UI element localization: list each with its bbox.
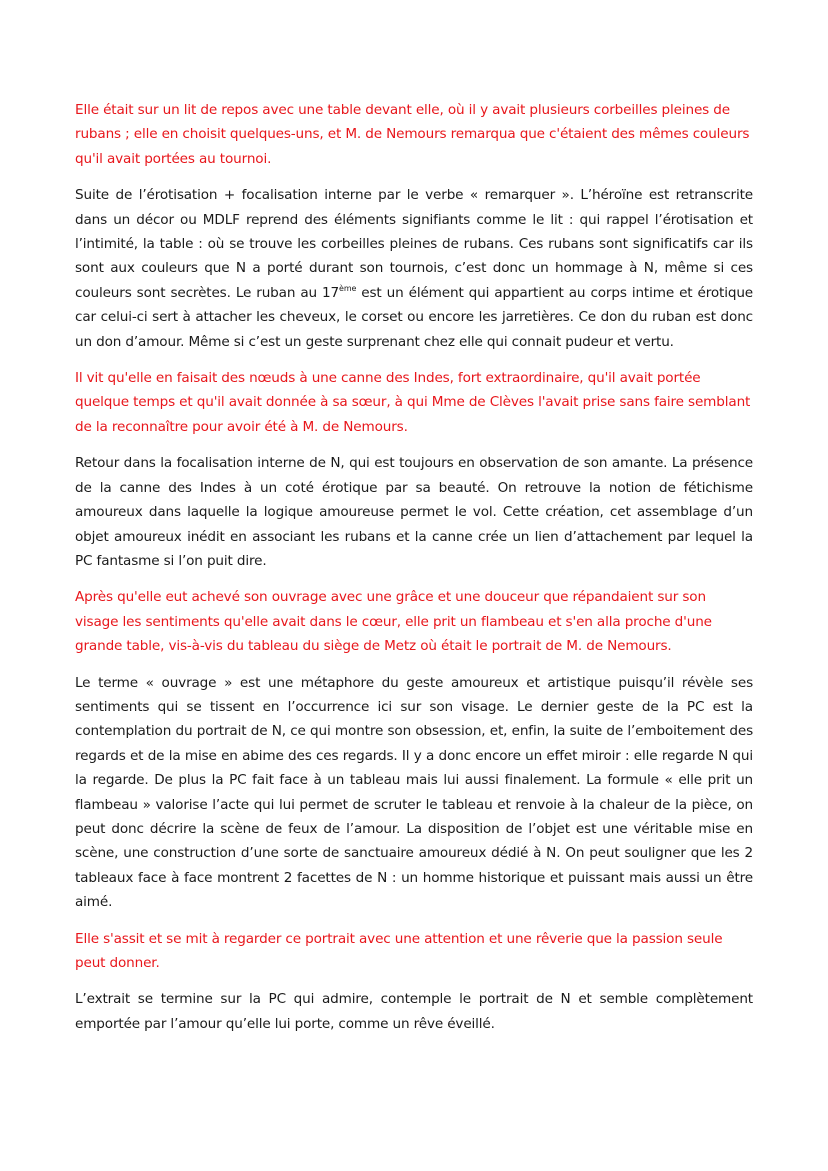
commentary-text-part: Suite de l’érotisation + focalisation interne par le verbe « remarquer ». L’héroïne est retranscrite dans un décor ou MDLF reprend des éléments signifiants comme le lit : qui rappel l’érotisation et l’intimité, la table : où se trouve les corbeilles pleines de rubans. Ces rubans sont significatifs car ils sont aux couleurs que N a porté durant son tournois, c’est donc un hommage à N, même si ces couleurs sont secrètes. Le ruban au 17: [75, 187, 753, 301]
commentary-paragraph-2: Retour dans la focalisation interne de N, qui est toujours en observation de son amante. La présence de la canne des Indes à un coté érotique par sa beauté. On retrouve la notion de fétichisme amoureux dans laquelle la logique amoureuse permet le vol. Cette création, cet assemblage d’un objet amoureux inédit en associant les rubans et la canne crée un lien d’attachement par lequel la PC fantasme si l’on puit dire.: [75, 455, 753, 569]
quote-paragraph-2: Il vit qu'elle en faisait des nœuds à une canne des Indes, fort extraordinaire, qu'il avait portée quelque temps et qu'il avait donnée à sa sœur, à qui Mme de Clèves l'avait prise sans faire semblant de la reconnaître pour avoir été à M. de Nemours.: [75, 370, 751, 435]
quote-paragraph-3: Après qu'elle eut achevé son ouvrage avec une grâce et une douceur que répandaient sur son visage les sentiments qu'elle avait dans le cœur, elle prit un flambeau et s'en alla proche d'une grande table, vis-à-vis du tableau du siège de Metz où était le portrait de M. de Nemours.: [75, 589, 712, 655]
quote-paragraph-1: Elle était sur un lit de repos avec une table devant elle, où il y avait plusieurs corbeilles pleines de rubans ; elle en choisit quelques-uns, et M. de Nemours remarqua que c'étaient des mêmes couleurs qu'il avait portées au tournoi.: [75, 102, 750, 167]
commentary-paragraph-3: Le terme « ouvrage » est une métaphore du geste amoureux et artistique puisqu’il révèle ses sentiments qui se tissent en l’occurrence ici sur son visage. Le dernier geste de la PC est la contemplation du portrait de N, ce qui montre son obsession, et, enfin, la suite de l’emboitement des regards et de la mise en abime des ces regards. Il y a donc encore un effet miroir : elle regarde N qui la regarde. De plus la PC fait face à un tableau mais lui aussi finalement. La formule « elle prit un flambeau » valorise l’acte qui lui permet de scruter le tableau et renvoie à la chaleur de la pièce, on peut donc décrire la scène de feux de l’amour. La disposition de l’objet est une véritable mise en scène, une construction d’une sorte de sanctuaire amoureux dédié à N. On peut souligner que les 2 tableaux face à face montrent 2 facettes de N : un homme historique et puissant mais aussi un être aimé.: [75, 674, 753, 911]
superscript-ordinal: ème: [339, 283, 357, 293]
document-page: [75, 98, 753, 1036]
commentary-paragraph-4: L’extrait se termine sur la PC qui admire, contemple le portrait de N et semble complètement emportée par l’amour qu’elle lui porte, comme un rêve éveillé.: [75, 991, 753, 1032]
commentary-paragraph-1: [75, 183, 753, 354]
commentary-text-part: est un élément qui appartient au corps intime et érotique car celui-ci sert à attacher les cheveux, le corset ou encore les jarretières. Ce don du ruban est donc un don d’amour. Même si c’est un geste surprenant chez elle qui connait pudeur et vertu.: [75, 284, 753, 350]
quote-paragraph-4: Elle s'assit et se mit à regarder ce portrait avec une attention et une rêverie que la passion seule peut donner.: [75, 930, 723, 971]
